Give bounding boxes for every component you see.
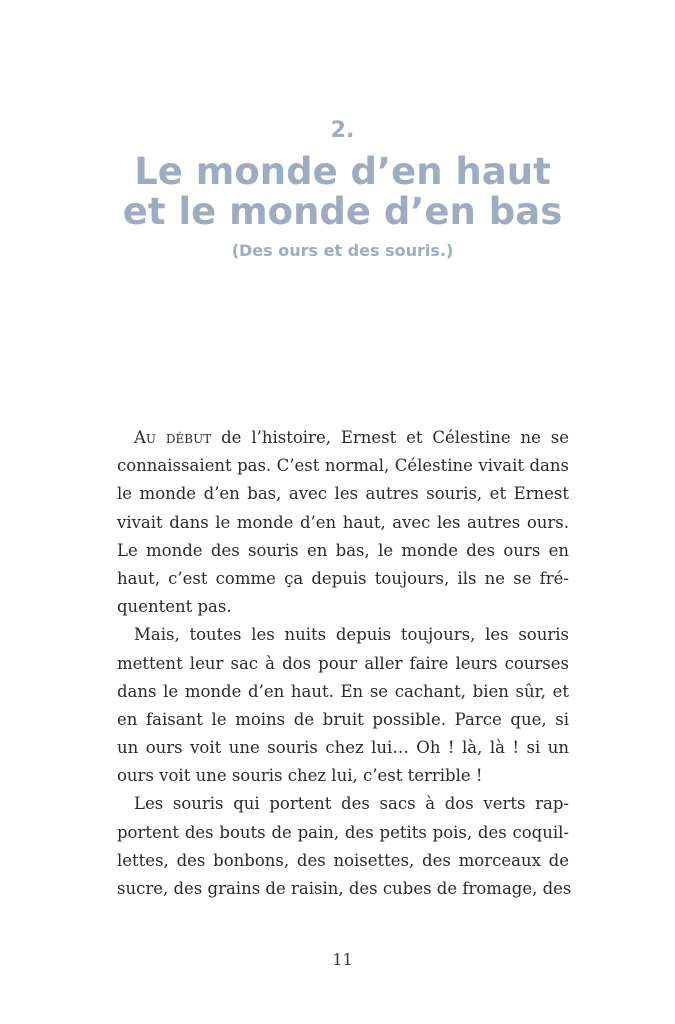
text-line: quentent pas. xyxy=(117,597,232,617)
text-line: dans le monde d’en haut. En se cachant, bien sûr, et xyxy=(117,681,569,701)
text-line: un ours voit une souris chez lui… Oh ! là, là ! si un xyxy=(117,738,569,758)
text-line: portent des bouts de pain, des petits pois, des coquil- xyxy=(117,822,569,842)
text-line: lettes, des bonbons, des noisettes, des morceaux de xyxy=(117,850,569,870)
chapter-title-line-2: et le monde d’en bas xyxy=(122,190,563,233)
text-line: Mais, toutes les nuits depuis toujours, les souris xyxy=(134,625,569,645)
text-line: haut, c’est comme ça depuis toujours, ils ne se fré- xyxy=(117,568,569,588)
text-line-content: de l’histoire, Ernest et Célestine ne se xyxy=(211,428,570,447)
text-line: le monde d’en bas, avec les autres souris, et Ernest xyxy=(117,484,569,504)
opening-smallcaps: Au début xyxy=(134,428,212,447)
text-line: vivait dans le monde d’en haut, avec les autres ours. xyxy=(117,512,569,532)
chapter-title-line-1: Le monde d’en haut xyxy=(134,150,551,193)
text-line: ours voit une souris chez lui, c’est terrible ! xyxy=(117,766,483,786)
text-line: connaissaient pas. C’est normal, Célestine vivait dans xyxy=(117,456,569,476)
text-line: Les souris qui portent des sacs à dos verts rap- xyxy=(134,794,569,814)
text-line: en faisant le moins de bruit possible. Parce que, si xyxy=(117,709,569,729)
text-line: mettent leur sac à dos pour aller faire leurs courses xyxy=(117,653,569,673)
text-line: Le monde des souris en bas, le monde des ours en xyxy=(117,540,569,560)
chapter-subtitle: (Des ours et des souris.) xyxy=(231,241,454,260)
text-line: sucre, des grains de raisin, des cubes de fromage, des xyxy=(117,879,572,898)
text-line xyxy=(117,424,569,452)
chapter-number: 2. xyxy=(330,118,355,143)
body-text xyxy=(117,424,572,903)
chapter-title xyxy=(0,152,675,232)
page-number: 11 xyxy=(332,950,353,969)
